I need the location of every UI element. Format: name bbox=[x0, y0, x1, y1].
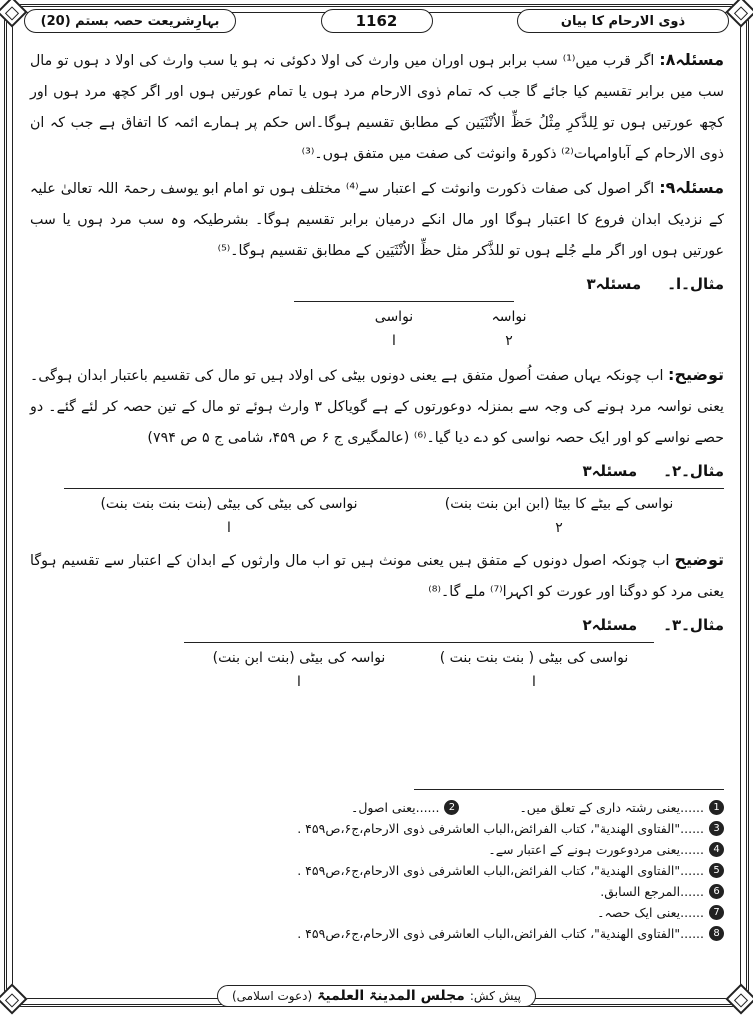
share-value: ۲ bbox=[555, 520, 563, 536]
example-heading bbox=[30, 456, 724, 486]
publisher-sub: (دعوت اسلامی) bbox=[232, 989, 313, 1003]
footnote-number: 6 bbox=[709, 884, 724, 899]
masala-text: اگر اصول کی صفات ذکورت وانوثت کے اعتبار سے⁽⁴⁾ مختلف ہوں تو امام ابو یوسف رحمۃ اللہ تعالیٰ علیہ کے نزدیک ابدان فروع کا اعتبار ہوگا اور مال انکے درمیان برابر تقسیم ہوگا۔ بشرطیکہ وہ سب مرد ہوں یا سب عورتیں ہوں اور اگر ملے جُلے ہوں تو للذَّکر مثل حظِّ الاُنْثَیَین کے مطابق تقسیم ہوگا۔⁽⁵⁾ bbox=[30, 181, 724, 259]
heir-name: نواسی کے بیٹے کا بیٹا (ابن ابن بنت بنت) bbox=[444, 496, 674, 512]
heir-name: نواسہ کی بیٹی (بنت ابن بنت) bbox=[212, 650, 386, 666]
table-column bbox=[64, 492, 394, 540]
inheritance-table bbox=[30, 640, 724, 700]
presenter-label: پیش کش: bbox=[469, 989, 521, 1003]
footnote-number: 8 bbox=[709, 926, 724, 941]
inheritance-table bbox=[30, 299, 724, 359]
footnote-text: ......یعنی رشتہ داری کے تعلق میں۔ bbox=[519, 800, 704, 815]
example-heading bbox=[30, 269, 724, 299]
example-heading bbox=[30, 610, 724, 640]
masala-8 bbox=[30, 44, 724, 170]
footnote-text: ......المرجع السابق. bbox=[600, 884, 704, 899]
page-header bbox=[24, 8, 729, 34]
masala-text: اگر قرب میں⁽¹⁾ سب برابر ہوں اوران میں وارث کی اولا دکوئی نہ ہو یا سب وارث کی اولا د ہوں تو مال سب میں برابر تقسیم کیا جائے گا جب کہ تمام ذوی الارحام مرد ہوں یا تمام عورتیں ہوں اور اگر کچھ مرد ہوں اور کچھ عورتیں ہوں تو لِلذَّکرِ مِثْلُ حَظِّ الاُنْثَیَین کے مطابق تقسیم ہوگا۔اس حکم پر ہمارے ائمہ کا اتفاق ہے جب کہ ان ذوی الارحام کے آباوامہات⁽²⁾ ذکورۃ وانوثت کی صفت میں متفق ہوں۔⁽³⁾ bbox=[30, 53, 724, 162]
footnote bbox=[30, 902, 724, 923]
inheritance-table bbox=[30, 486, 724, 544]
table-column bbox=[414, 646, 654, 694]
table-column bbox=[184, 646, 414, 694]
masala-count: مسئلہ۲ bbox=[582, 615, 638, 634]
footnote bbox=[30, 818, 724, 839]
masala-label: مسئلہ۹: bbox=[659, 178, 725, 197]
tawzih-text: اب چونکہ یہاں صفت اُصول متفق ہے یعنی دونوں بیٹی کی اولاد ہیں تو مال کی تقسیم باعتبار ابدان ہوگی۔یعنی نواسہ مرد ہونے کی وجہ سے بمنزلہ دوعورتوں کے ہے گویاکل ۳ وارث ہوئے تو مال کے تین حصہ کر لئے گئے۔ دو حصے نواسے کو اور ایک حصہ نواسی کو دے دیا گیا۔⁽⁶⁾ (عالمگیری ج ۶ ص ۴۵۹، شامی ج ۵ ص ۷۹۴) bbox=[30, 368, 724, 446]
footnote-number: 5 bbox=[709, 863, 724, 878]
masala-label: مسئلہ۸: bbox=[659, 50, 724, 69]
heir-name: نواسی کی بیٹی کی بیٹی (بنت بنت بنت بنت) bbox=[100, 496, 358, 512]
footnote-text: ......"الفتاوی الھندیة"، کتاب الفرائض،الباب العاشرفی ذوی الارحام،ج۶،ص۴۵۹ . bbox=[297, 821, 704, 836]
footnote bbox=[30, 860, 724, 881]
footnote-text: ......یعنی ایک حصہ۔ bbox=[597, 905, 704, 920]
footnote-rule bbox=[414, 789, 724, 790]
page-footer bbox=[0, 985, 753, 1007]
footnote-text: ......"الفتاوی الھندیة"، کتاب الفرائض،الباب العاشرفی ذوی الارحام،ج۶،ص۴۵۹ . bbox=[297, 863, 704, 878]
tawzih-label: توضیح bbox=[674, 550, 725, 569]
table-column bbox=[394, 492, 724, 540]
publisher-name: مجلس المدینۃ العلمیۃ bbox=[317, 988, 465, 1004]
footnote bbox=[30, 839, 724, 860]
table-rule bbox=[64, 488, 724, 489]
footnote-number: 2 bbox=[444, 800, 459, 815]
example-label: مثال۔۳۔ bbox=[663, 615, 724, 634]
footnote-text: ......یعنی اصول۔ bbox=[351, 800, 440, 815]
chapter-title: ذوی الارحام کا بیان bbox=[517, 9, 729, 33]
footnote bbox=[351, 797, 459, 818]
footnote-number: 7 bbox=[709, 905, 724, 920]
footnote-number: 4 bbox=[709, 842, 724, 857]
footnote-number: 3 bbox=[709, 821, 724, 836]
table-rule bbox=[294, 301, 514, 302]
heir-name: نواسہ bbox=[491, 309, 527, 325]
heir-name: نواسی کی بیٹی ( بنت بنت بنت ) bbox=[439, 650, 629, 666]
tawzih bbox=[30, 544, 724, 608]
publisher-box bbox=[217, 985, 536, 1007]
example-label: مثال۔ا۔ bbox=[667, 274, 724, 293]
book-title: بہارِشریعت حصہ بستم (20) bbox=[24, 9, 236, 33]
table-column bbox=[344, 305, 444, 353]
table-column bbox=[444, 305, 574, 353]
footnote-text: ......یعنی مردوعورت ہونے کے اعتبار سے۔ bbox=[488, 842, 704, 857]
share-value: ا bbox=[297, 674, 301, 690]
share-value: ا bbox=[227, 520, 231, 536]
tawzih-label: توضیح: bbox=[668, 365, 725, 384]
share-value: ا bbox=[532, 674, 536, 690]
heir-name: نواسی bbox=[374, 309, 414, 325]
footnote-text: ......"الفتاوی الھندیة"، کتاب الفرائض،الباب العاشرفی ذوی الارحام،ج۶،ص۴۵۹ . bbox=[297, 926, 704, 941]
share-value: ا bbox=[392, 333, 396, 349]
footnote bbox=[519, 797, 724, 818]
tawzih-text: اب چونکہ اصول دونوں کے متفق ہیں یعنی مونث ہیں تو اب مال وارثوں کے ابدان کے اعتبار سے تقسیم ہوگا یعنی مرد کو دوگنا اور عورت کو اکہرا⁽⁷⁾ ملے گا۔⁽⁸⁾ bbox=[30, 553, 724, 600]
share-value: ۲ bbox=[505, 333, 513, 349]
page-number: 1162 bbox=[321, 9, 433, 33]
tawzih bbox=[30, 359, 724, 454]
masala-count: مسئلہ۳ bbox=[582, 461, 638, 480]
footnote bbox=[30, 923, 724, 944]
footnote-number: 1 bbox=[709, 800, 724, 815]
main-content bbox=[30, 44, 724, 700]
footnotes bbox=[30, 789, 724, 944]
masala-count: مسئلہ۳ bbox=[586, 274, 642, 293]
example-label: مثال۔۲۔ bbox=[663, 461, 724, 480]
masala-9 bbox=[30, 172, 724, 267]
footnote bbox=[30, 881, 724, 902]
table-rule bbox=[184, 642, 654, 643]
